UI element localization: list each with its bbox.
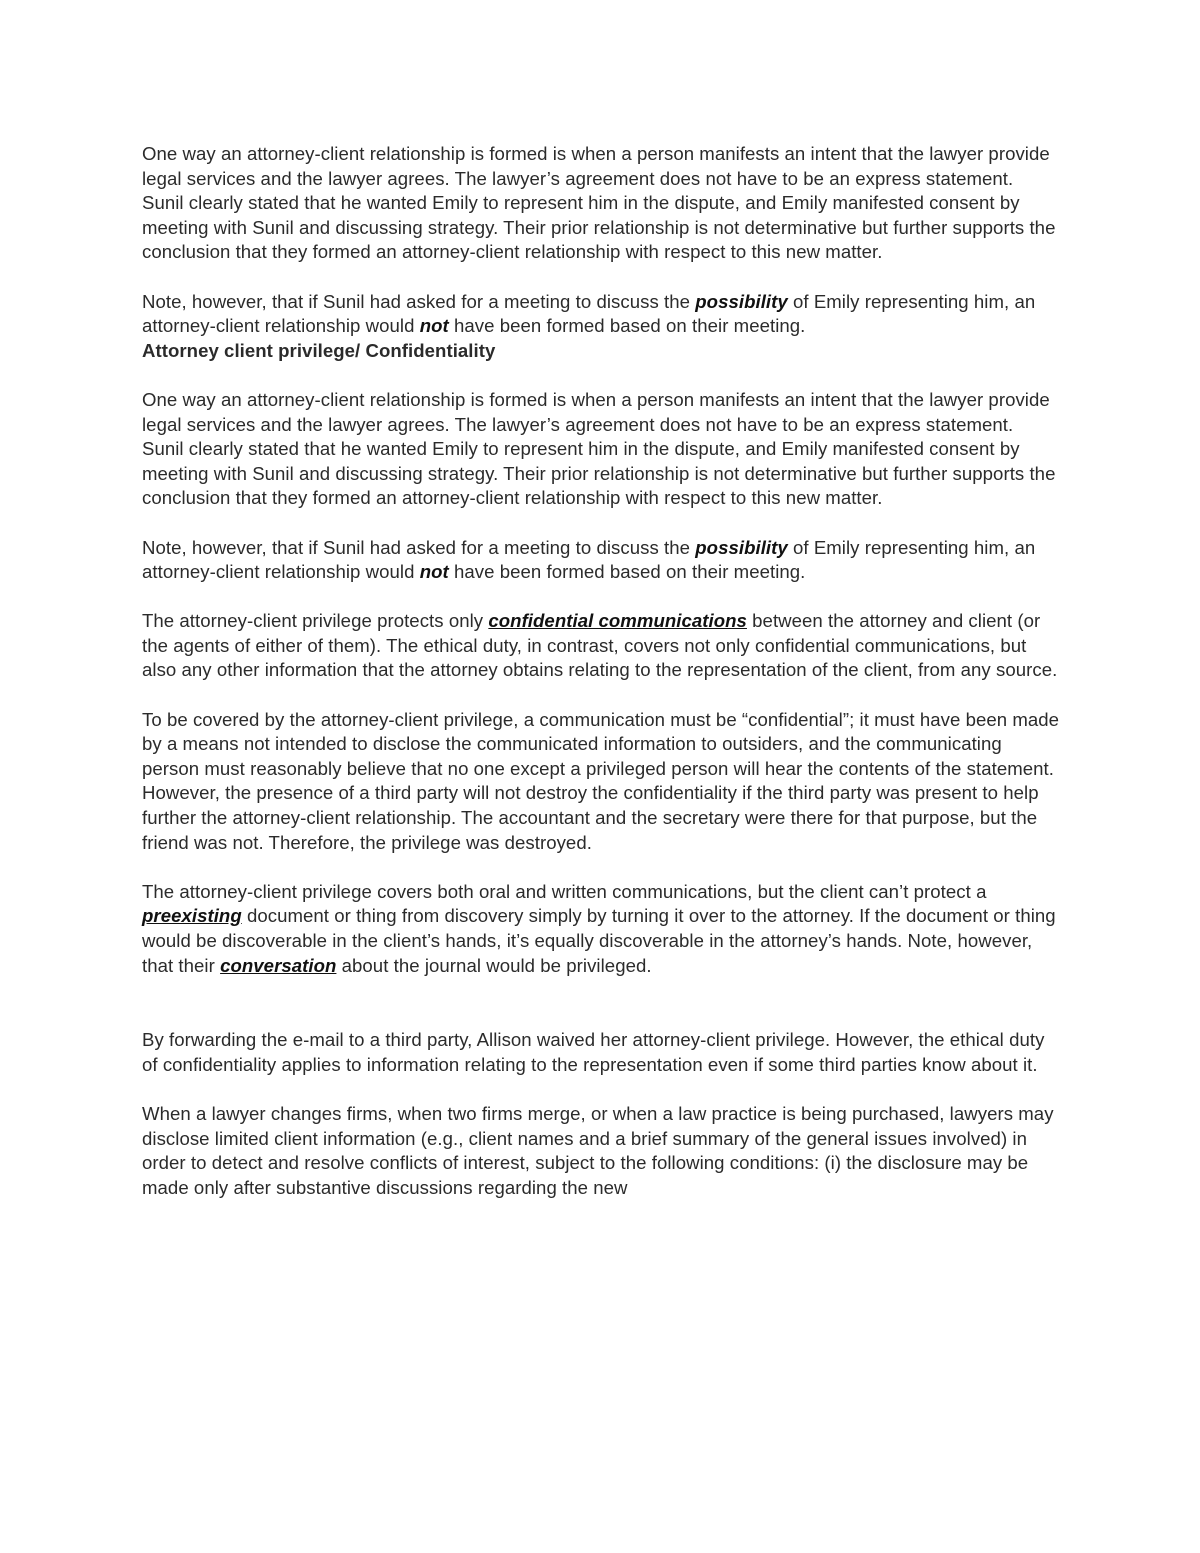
paragraph-firm-changes: When a lawyer changes firms, when two firms merge, or when a law practice is being purchased, lawyers may disclose limited client information (e.g., client names and a brief summary of the general issues involved) in order to detect and resolve conflicts of interest, subject to the following conditions: (i) the disclosure may be made only after substantive discussions regarding the new xyxy=(142,1102,1054,1198)
paragraph-preexisting-documents xyxy=(142,880,1060,978)
paragraph-possibility-note xyxy=(142,290,1060,339)
text-run: The attorney-client privilege protects only xyxy=(142,610,489,632)
paragraph-confidentiality-requirement: To be covered by the attorney-client privilege, a communication must be “confidential”; it must have been made by a means not intended to disclose the communicated information to outsiders, and the communicating person must reasonably believe that no one except a privileged person will hear the contents of the statement. However, the presence of a third party will not destroy the confidentiality if the third party was present to help further the attorney-client relationship. The accountant and the secretary were there for that purpose, but the friend was not. Therefore, the privilege was destroyed. xyxy=(142,708,1060,853)
text-run: of Emily representing him, an attorney-client relationship would xyxy=(142,290,1036,337)
text-run: document or thing from discovery simply by turning it over to the attorney. If the document or thing would be discoverable in the client’s hands, it’s equally discoverable in the attorney’s hands. Note, however, that their xyxy=(142,905,1056,976)
text-run: Note, however, that if Sunil had asked for a meeting to discuss the xyxy=(142,290,696,312)
emphasis-not: not xyxy=(419,315,449,337)
paragraph-possibility-note-repeat xyxy=(142,536,1060,585)
text-run: of Emily representing him, an attorney-client relationship would xyxy=(142,536,1036,583)
emphasis-preexisting: preexisting xyxy=(142,905,242,927)
text-run: have been formed based on their meeting. xyxy=(448,561,806,583)
paragraph-email-waiver: By forwarding the e-mail to a third party, Allison waived her attorney-client privilege. However, the ethical duty of confidentiality applies to information relating to the representation even if some third parties know about it. xyxy=(142,1029,1045,1075)
paragraph-relationship-formation: One way an attorney-client relationship is formed is when a person manifests an intent that the lawyer provide legal services and the lawyer agrees. The lawyer’s agreement does not have to be an express statement. Sunil clearly stated that he wanted Emily to represent him in the dispute, and Emily manifested consent by meeting with Sunil and discussing strategy. Their prior relationship is not determinative but further supports the conclusion that they formed an attorney-client relationship with respect to this new matter. xyxy=(142,143,1056,263)
paragraph-confidential-communications xyxy=(142,609,1060,683)
emphasis-confidential-communications: confidential communications xyxy=(488,610,747,632)
paragraph-relationship-formation-repeat: One way an attorney-client relationship is formed is when a person manifests an intent that the lawyer provide legal services and the lawyer agrees. The lawyer’s agreement does not have to be an express statement. Sunil clearly stated that he wanted Emily to represent him in the dispute, and Emily manifested consent by meeting with Sunil and discussing strategy. Their prior relationship is not determinative but further supports the conclusion that they formed an attorney-client relationship with respect to this new matter. xyxy=(142,388,1056,509)
section-heading: Attorney client privilege/ Confidentiality xyxy=(142,339,496,361)
emphasis-not: not xyxy=(419,561,449,583)
text-run: have been formed based on their meeting. xyxy=(448,315,806,337)
text-run: between the attorney and client (or the agents of either of them). The ethical duty, in contrast, covers not only confidential communications, but also any other information that the attorney obtains relating to the representation of the client, from any source. xyxy=(142,610,1058,681)
document-body xyxy=(142,142,1060,1200)
emphasis-possibility: possibility xyxy=(695,536,788,558)
text-run: The attorney-client privilege covers both oral and written communications, but the client can’t protect a xyxy=(142,880,987,902)
emphasis-possibility: possibility xyxy=(695,290,788,312)
text-run: Note, however, that if Sunil had asked for a meeting to discuss the xyxy=(142,536,696,558)
text-run: about the journal would be privileged. xyxy=(336,954,652,976)
emphasis-conversation: conversation xyxy=(220,954,337,976)
